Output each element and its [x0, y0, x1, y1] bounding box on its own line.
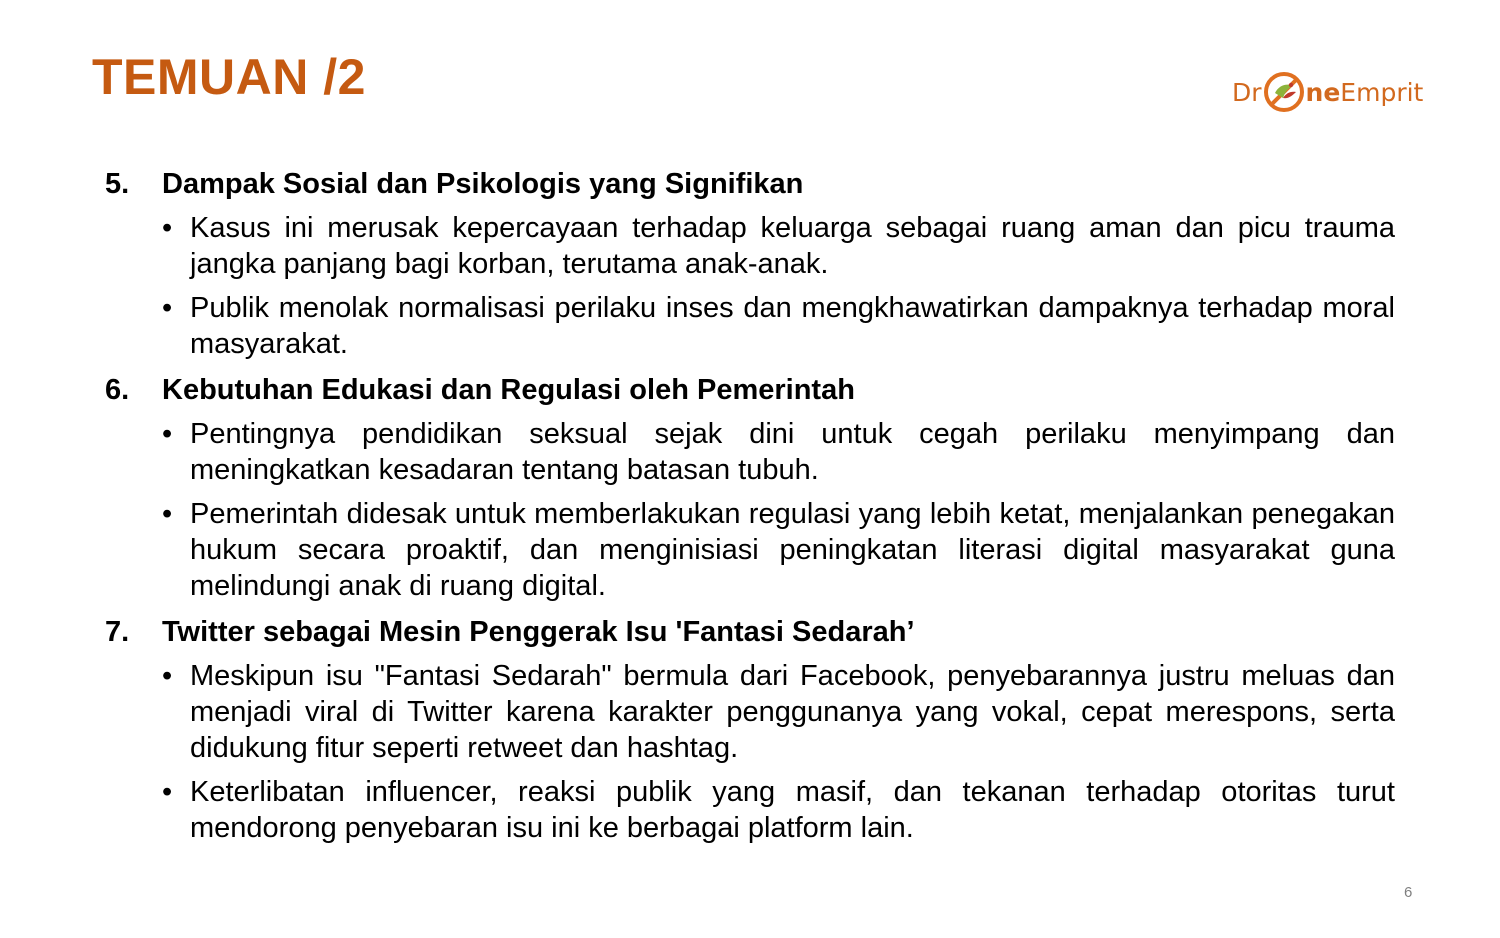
- slide-title: TEMUAN /2: [92, 49, 366, 105]
- bullet-item: [162, 774, 1395, 846]
- bullet-text: Meskipun isu "Fantasi Sedarah" bermula dari Facebook, penyebarannya justru meluas dan menjadi viral di Twitter karena karakter penggunanya yang vokal, cepat merespons, serta didukung fitur seperti retweet dan hashtag.: [190, 660, 1395, 764]
- bullet-dot-icon: •: [162, 660, 173, 692]
- bullet-item: [162, 658, 1395, 766]
- bullet-text: Pentingnya pendidikan seksual sejak dini untuk cegah perilaku menyimpang dan meningkatkan kesadaran tentang batasan tubuh.: [190, 418, 1395, 486]
- bullet-item: [162, 416, 1395, 488]
- bullet-text: Keterlibatan influencer, reaksi publik yang masif, dan tekanan terhadap otoritas turut mendorong penyebaran isu ini ke berbagai platform lain.: [190, 776, 1395, 844]
- finding-number: 7.: [105, 616, 130, 648]
- finding-section: [105, 166, 1395, 362]
- bullet-dot-icon: •: [162, 292, 173, 324]
- page-number: 6: [1404, 884, 1413, 901]
- bullet-list: [105, 658, 1395, 846]
- finding-section: [105, 614, 1395, 846]
- finding-section: [105, 372, 1395, 604]
- finding-title: Dampak Sosial dan Psikologis yang Signifikan: [162, 168, 804, 200]
- bullet-text: Kasus ini merusak kepercayaan terhadap keluarga sebagai ruang aman dan picu trauma jangka panjang bagi korban, terutama anak-anak.: [190, 212, 1395, 280]
- finding-heading: [105, 372, 1395, 408]
- findings-list: [105, 166, 1395, 856]
- bullet-dot-icon: •: [162, 498, 173, 530]
- logo-text-bold: ne: [1305, 77, 1341, 107]
- finding-heading: [105, 166, 1395, 202]
- drone-emprit-logo: [1232, 64, 1442, 120]
- bullet-text: Pemerintah didesak untuk memberlakukan regulasi yang lebih ketat, menjalankan penegakan hukum secara proaktif, dan menginisiasi peningkatan literasi digital masyarakat guna melindungi anak di ruang digital.: [190, 498, 1395, 602]
- finding-number: 6.: [105, 374, 130, 406]
- bullet-list: [105, 210, 1395, 362]
- bullet-dot-icon: •: [162, 776, 173, 808]
- logo-text-before: Dr: [1232, 77, 1262, 107]
- bullet-text: Publik menolak normalisasi perilaku inses dan mengkhawatirkan dampaknya terhadap moral masyarakat.: [190, 292, 1395, 360]
- bullet-item: [162, 210, 1395, 282]
- bullet-dot-icon: •: [162, 212, 173, 244]
- bullet-item: [162, 290, 1395, 362]
- finding-number: 5.: [105, 168, 130, 200]
- finding-title: Kebutuhan Edukasi dan Regulasi oleh Pemerintah: [162, 374, 855, 406]
- bullet-dot-icon: •: [162, 418, 173, 450]
- bullet-list: [105, 416, 1395, 604]
- finding-title: Twitter sebagai Mesin Penggerak Isu 'Fantasi Sedarah’: [162, 616, 915, 648]
- bullet-item: [162, 496, 1395, 604]
- drone-bird-icon: [1261, 69, 1307, 115]
- finding-heading: [105, 614, 1395, 650]
- logo-text-after: Emprit: [1340, 77, 1424, 107]
